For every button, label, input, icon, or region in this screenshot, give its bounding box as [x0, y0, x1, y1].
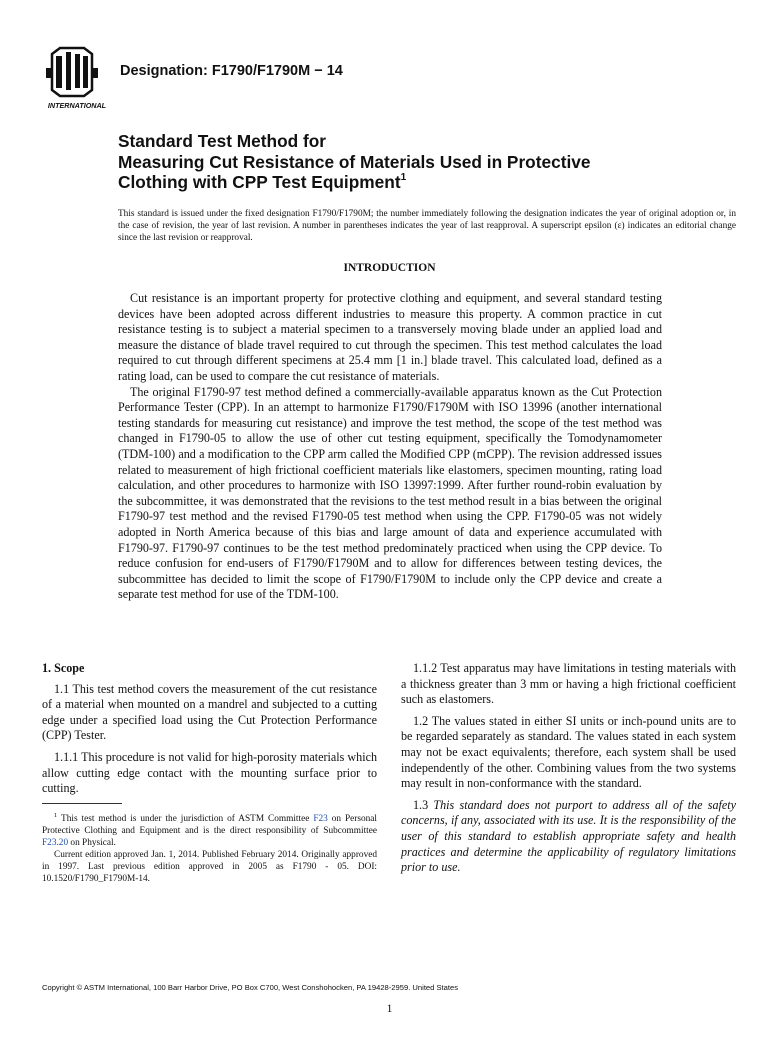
- intro-paragraph: Cut resistance is an important property for protective clothing and equipment, and several standard testing devices have been adopted across different industries to measure this property. A common practice in cut resistance testing is to subject a material specimen to a transversely moving blade under an applied load and measure the distance of blade travel required to cut through the specimen. This test method calculates the load required to cut through different specimens at 25.4 mm [1 in.] blade travel. This calculated load, defined as a rating load, can be used to compare the cut resistance of materials.: [118, 291, 662, 383]
- title-line-3-text: Clothing with CPP Test Equipment: [118, 172, 401, 192]
- introduction-heading: INTRODUCTION: [343, 262, 436, 274]
- title-line-1: Standard Test Method for: [118, 131, 327, 151]
- paragraph-1-3: [401, 798, 736, 876]
- introduction-body: [118, 291, 662, 603]
- committee-f23-link[interactable]: F23: [313, 814, 328, 825]
- paragraph-1-1-2: 1.1.2 Test apparatus may have limitations in testing materials with a thickness greater than 3 mm or having a high frictional coefficient such as elastomers.: [401, 661, 736, 707]
- intro-paragraph: The original F1790-97 test method defined a commercially-available apparatus known as the Cut Protection Performance Tester (CPP). In an attempt to harmonize F1790/F1790M with ISO 13996 (another international testing standards for measuring cut resistance) and improve the test method, the scope of the test method was changed in F1790-05 to allow the use of other cut testing equipment, specifically the Tomodynamometer (TDM-100) and a modification to the CPP arm called the Modified CPP (mCPP). The revision addressed issues related to measurement of high frictional coefficient materials like elastomers, specimen mounting, rating load calculation, and other procedures to harmonize with ISO 13997:1999. After further round-robin evaluation by the subcommittee, it was demonstrated that the revisions to the test method result in a bias between the original F1790-97 test method and the revised F1790-05 test method when using the CPP. F1790-05 was not widely adopted in North America because of this bias and large amount of data and experience accumulated with F1790-97. F1790-97 continues to be the test method predominately practiced when using the CPP device. To reduce confusion for end-users of F1790/F1790M and to allow for differences between testing devices, the subcommittee has decided to limit the scope of F1790/F1790M to include only the CPP device and create a separate test method for use of the TDM-100.: [118, 384, 662, 602]
- paragraph-1-3-number: 1.3: [413, 797, 434, 812]
- right-column: [401, 661, 736, 882]
- footnote-1: [42, 810, 377, 850]
- designation: Designation: F1790/F1790M − 14: [120, 63, 343, 79]
- subcommittee-f23-20-link[interactable]: F23.20: [42, 837, 69, 848]
- page-number: 1: [386, 1003, 393, 1015]
- copyright-notice: Copyright © ASTM International, 100 Barr Harbor Drive, PO Box C700, West Conshohocken, PA 19428-2959. United States: [42, 983, 459, 992]
- paragraph-1-2: 1.2 The values stated in either SI units or inch-pound units are to be regarded separately as standard. The values stated in each system may not be exact equivalents; therefore, each system shall be used independently of the other. Combining values from the two systems may result in non-conformance with the standard.: [401, 713, 736, 791]
- logo-wordmark: INTERNATIONAL: [47, 101, 107, 110]
- left-column: [42, 661, 377, 803]
- paragraph-1-1-1: 1.1.1 This procedure is not valid for high-porosity materials which allow cutting edge contact with the mounting surface prior to cutting.: [42, 749, 377, 796]
- astm-logo: [40, 46, 114, 110]
- astm-logo-icon: [40, 46, 114, 110]
- footnote-text: on Physical.: [68, 837, 116, 848]
- title-line-3: [118, 172, 678, 193]
- title-line-2: Measuring Cut Resistance of Materials Used in Protective: [118, 151, 591, 172]
- footnote-text: This test method is under the jurisdiction of ASTM Committee: [57, 814, 314, 825]
- footnotes: [42, 810, 377, 886]
- title-footnote-ref[interactable]: 1: [400, 172, 407, 184]
- edition-note: Current edition approved Jan. 1, 2014. Published February 2014. Originally approved in 1997. Last previous edition approved in 2005 as F1790 - 05. DOI: 10.1520/F1790_F1790M-14.: [42, 849, 377, 884]
- issuance-notice: This standard is issued under the fixed designation F1790/F1790M; the number immediately following the designation indicates the year of original adoption or, in the case of revision, the year of last revision. A number in parentheses indicates the year of last reapproval. A superscript epsilon (ε) indicates an editorial change since the last revision or reapproval.: [118, 209, 736, 243]
- footnote-marker: 1: [54, 812, 58, 819]
- paragraph-1-1: 1.1 This test method covers the measurement of the cut resistance of a material when mounted on a mandrel and subjected to a cutting edge under a specified load using the Cut Protection Performance (CPP) Tester.: [42, 681, 377, 743]
- safety-caveat: This standard does not purport to address all of the safety concerns, if any, associated with its use. It is the responsibility of the user of this standard to establish appropriate safety and health practices and determine the applicability of regulatory limitations prior to use.: [401, 797, 736, 875]
- document-title: [118, 131, 678, 193]
- section-heading-scope: 1. Scope: [42, 661, 85, 675]
- footnote-text: on Personal Protective Clothing and Equipment and is the direct responsibility of Subcommittee: [42, 814, 377, 836]
- footnote-divider: [42, 803, 122, 804]
